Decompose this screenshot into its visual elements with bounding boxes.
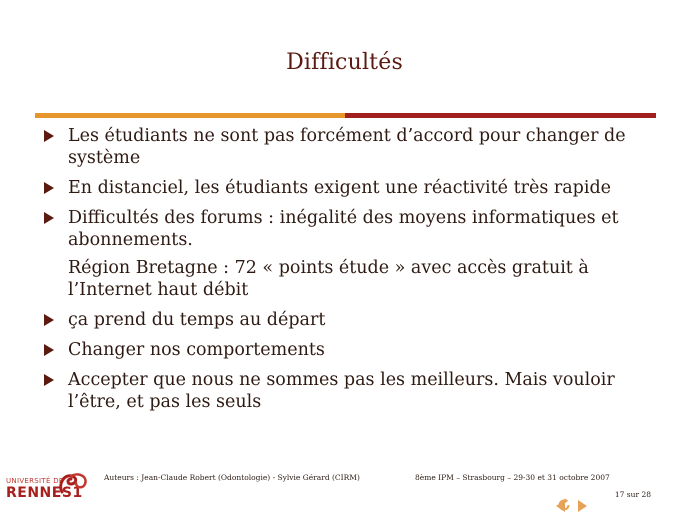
title-rule-red (345, 113, 656, 118)
bullet-text: ça prend du temps au départ (68, 310, 326, 330)
bullet-text: Les étudiants ne sont pas forcément d’accord pour changer de système (68, 126, 626, 168)
bullet-text: Région Bretagne : 72 « points étude » avec accès gratuit à l’Internet haut débit (68, 258, 589, 300)
bullet-item (42, 125, 652, 169)
university-logo (6, 470, 91, 506)
logo-emblem-icon (54, 470, 90, 500)
footer-authors: Auteurs : Jean-Claude Robert (Odontologie) - Sylvie Gérard (CIRM) (104, 473, 360, 482)
bullet-list (42, 125, 652, 421)
logo-city-label: RENNES1 (6, 485, 83, 501)
triangle-bullet-icon (44, 374, 54, 386)
bullet-text: Changer nos comportements (68, 340, 325, 360)
bullet-text: Difficultés des forums : inégalité des moyens informatiques et abonnements. (68, 208, 619, 250)
triangle-bullet-icon (44, 130, 54, 142)
bullet-text: En distanciel, les étudiants exigent une réactivité très rapide (68, 178, 612, 198)
title-rule-orange (35, 113, 345, 118)
footer-event: 8ème IPM – Strasbourg – 29-30 et 31 octobre 2007 (415, 473, 610, 482)
triangle-right-icon[interactable] (578, 500, 587, 512)
triangle-bullet-icon (44, 212, 54, 224)
bullet-item (42, 309, 652, 331)
bullet-item (42, 369, 652, 413)
triangle-bullet-icon (44, 344, 54, 356)
bullet-item (42, 177, 652, 199)
triangle-left-icon[interactable] (556, 500, 565, 512)
bullet-text: Accepter que nous ne sommes pas les meilleurs. Mais vouloir l’être, et pas les seuls (68, 370, 615, 412)
slide-navigation (556, 497, 572, 513)
logo-university-label: UNIVERSITÉ DE (6, 477, 64, 485)
triangle-bullet-icon (44, 182, 54, 194)
bullet-item (42, 207, 652, 251)
bullet-subtext (42, 257, 652, 301)
page-number: 17 sur 28 (614, 490, 651, 499)
slide-title: Difficultés (286, 50, 403, 75)
bullet-item (42, 339, 652, 361)
triangle-bullet-icon (44, 314, 54, 326)
